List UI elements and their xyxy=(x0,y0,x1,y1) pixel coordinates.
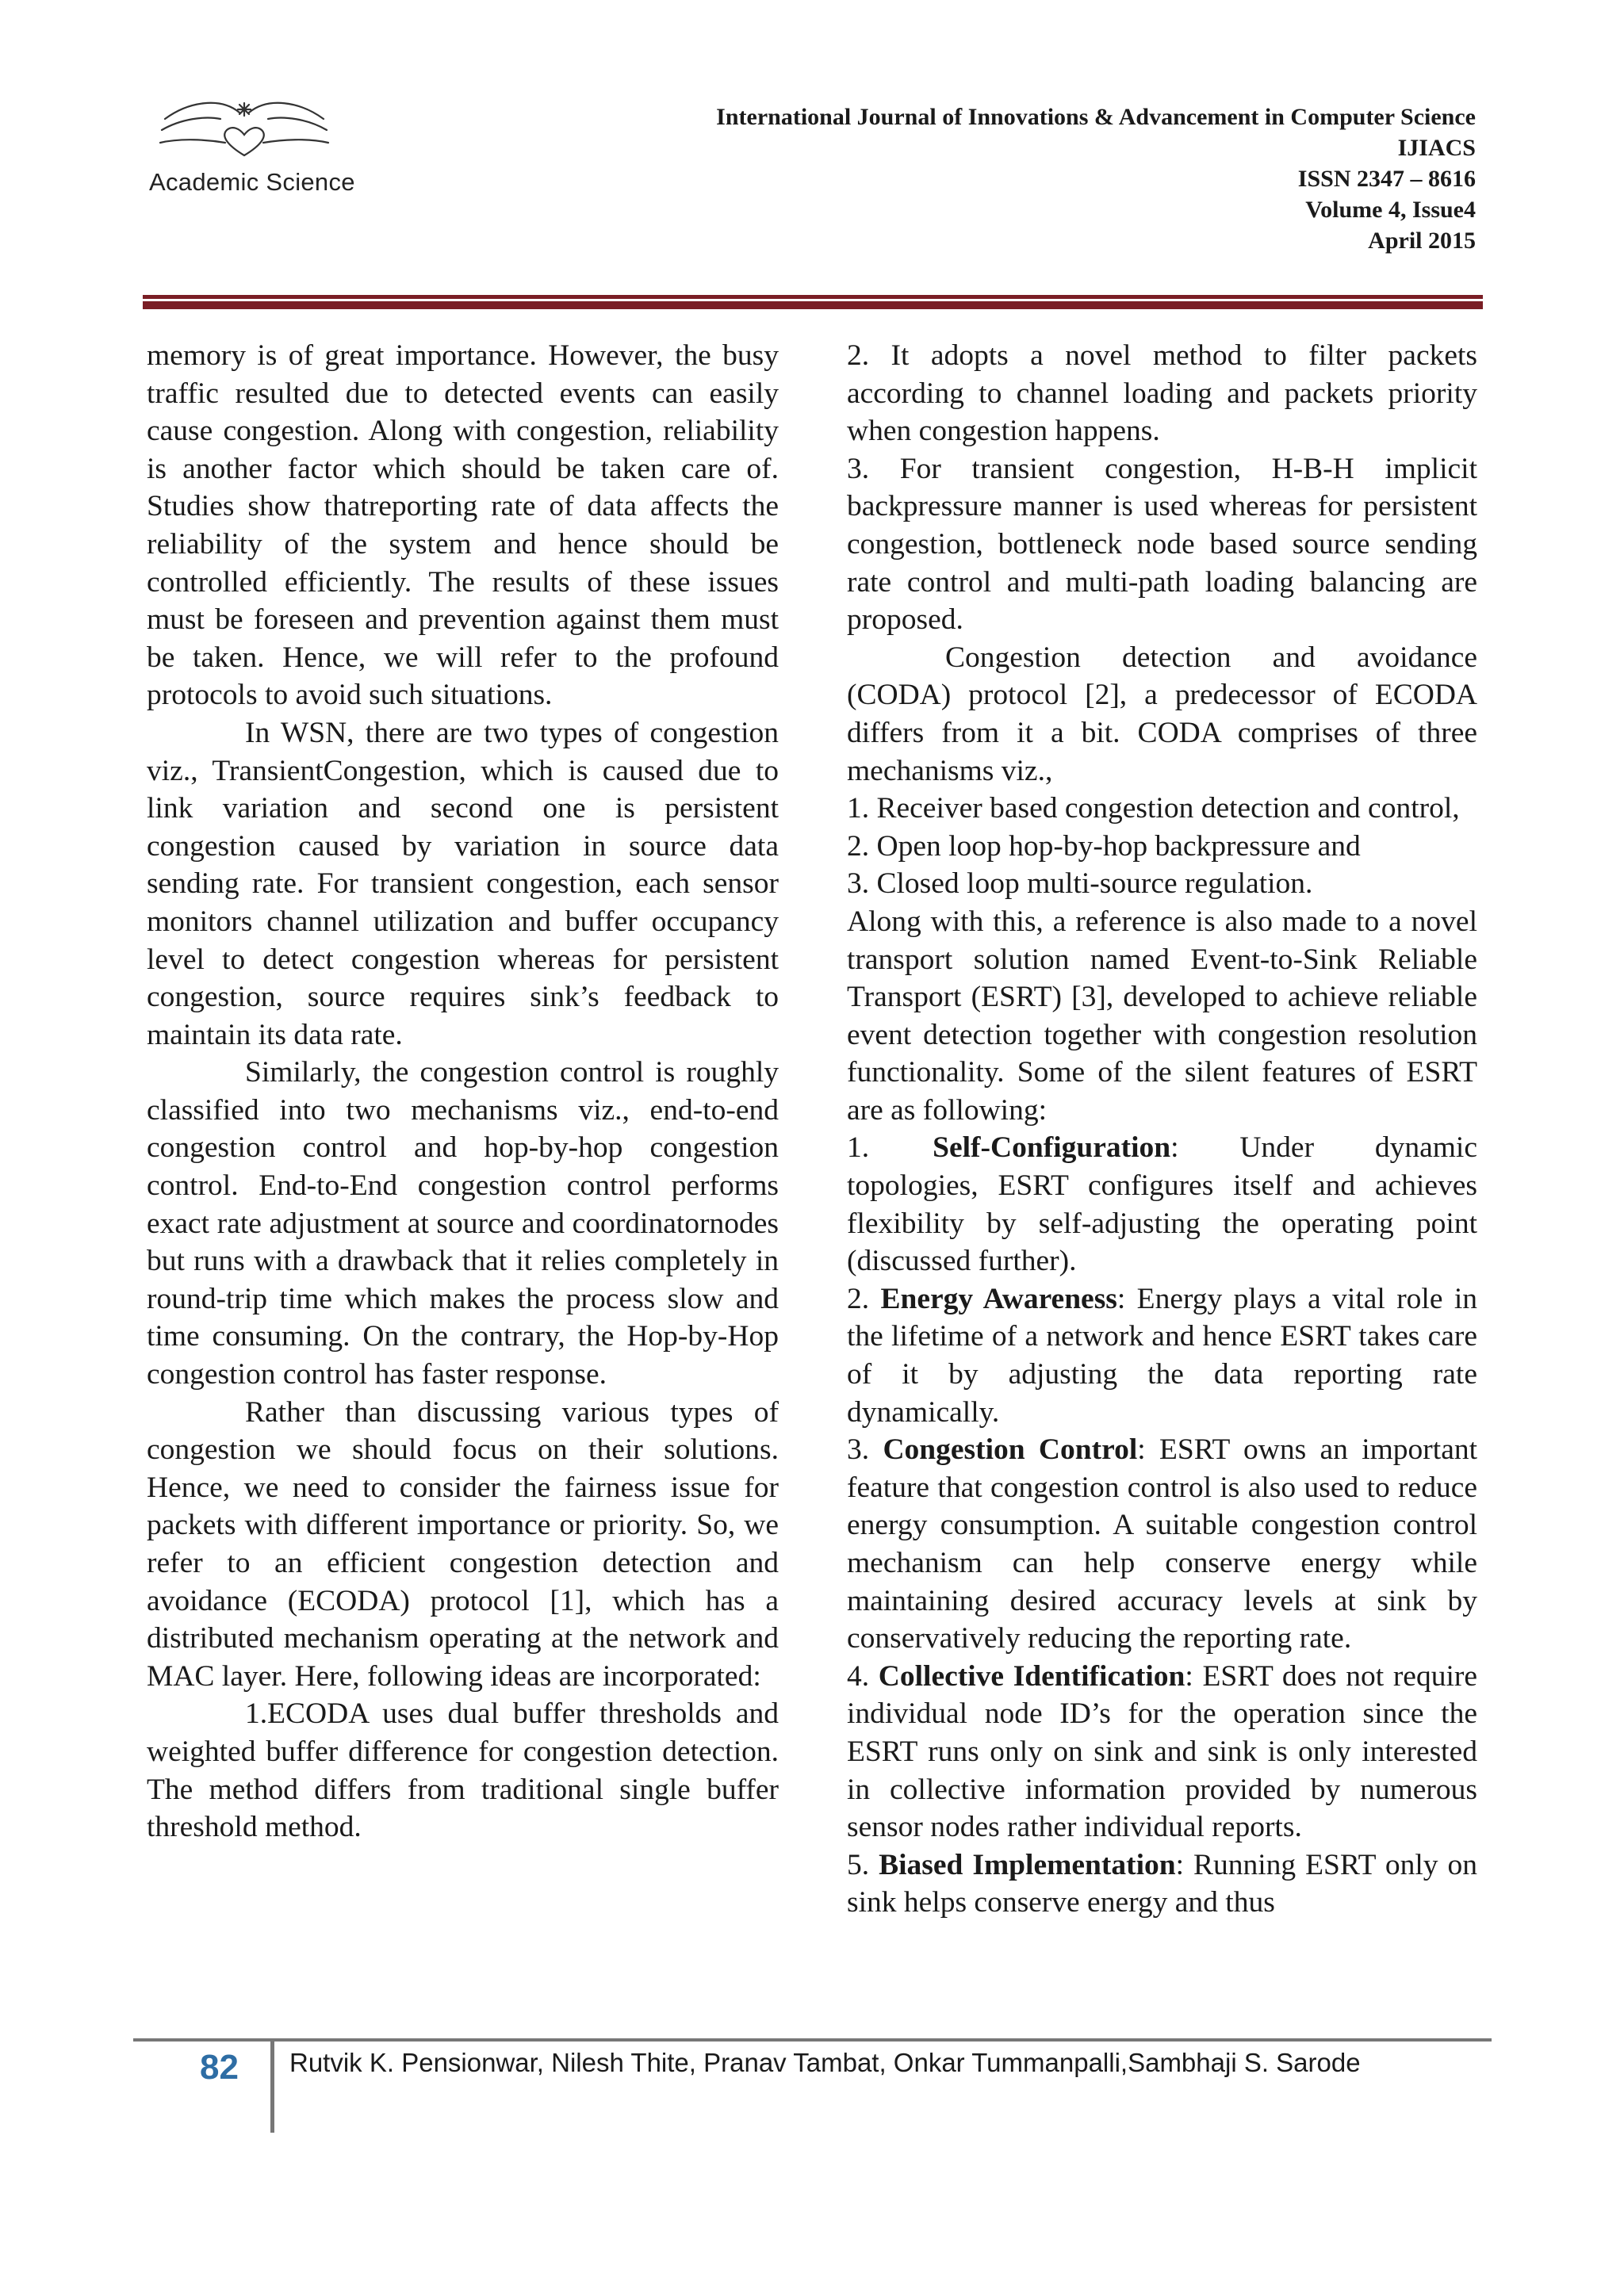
paragraph: Similarly, the congestion control is roughly classified into two mechanisms viz., end-to-end congestion control and hop-by-hop congestion control. End-to-End congestion control performs exact rate adjustment at source and coordinatornodes but runs with a drawback that it relies completely in round-trip time which makes the process slow and time consuming. On the contrary, the Hop-by-Hop congestion control has faster response. xyxy=(147,1056,779,1391)
paragraph: memory is of great importance. However, the busy traffic resulted due to detected events can easily cause congestion. Along with congestion, reliability is another factor which should be taken care of. Studies show thatreporting rate of data affects the reliability of the system and hence should be controlled efficiently. The results of these issues must be foreseen and prevention against them must be taken. Hence, we will refer to the profound protocols to avoid such situations. xyxy=(147,339,779,712)
feature-title: Biased Implementation xyxy=(879,1848,1176,1881)
feature-title: Self-Configuration xyxy=(933,1131,1171,1165)
list-item: 2. It adopts a novel method to filter packets according to channel loading and packets priority when congestion happens. xyxy=(847,339,1477,448)
journal-abbrev: IJIACS xyxy=(1397,135,1476,161)
journal-volume: Volume 4, Issue4 xyxy=(1305,197,1476,223)
list-item: 1. Receiver based congestion detection and control, xyxy=(847,792,1460,825)
header-divider-thin xyxy=(143,295,1483,299)
list-item: 2. Open loop hop-by-hop backpressure and xyxy=(847,829,1361,863)
paragraph: Congestion detection and avoidance (CODA) protocol [2], a predecessor of ECODA differs from it a bit. CODA comprises of three mechanisms viz., xyxy=(847,641,1477,787)
feature-title: Congestion Control xyxy=(883,1433,1138,1467)
right-column xyxy=(847,337,1477,1922)
feature-text: : Running ESRT only on sink helps conserve energy and thus xyxy=(847,1848,1477,1919)
feature-number: 5. xyxy=(847,1848,870,1881)
paragraph: Rather than discussing various types of congestion we should focus on their solutions. Hence, we need to consider the fairness issue for packets with different importance or priority. So, we refer to an efficient congestion detection and avoidance (ECODA) protocol [1], which has a distributed mechanism operating at the network and MAC layer. Here, following ideas are incorporated: xyxy=(147,1395,779,1693)
paragraph: 1.ECODA uses dual buffer thresholds and weighted buffer difference for congestion detection. The method differs from traditional single buffer threshold method. xyxy=(147,1697,779,1844)
feature-item xyxy=(847,1431,1477,1658)
feature-item xyxy=(847,1846,1477,1922)
journal-issn: ISSN 2347 – 8616 xyxy=(1297,166,1476,192)
feature-number: 1. xyxy=(847,1131,870,1165)
feature-number: 3. xyxy=(847,1433,870,1467)
feature-item xyxy=(847,1658,1477,1846)
feature-number: 4. xyxy=(847,1659,870,1693)
feature-title: Collective Identification xyxy=(878,1659,1185,1693)
feature-item xyxy=(847,1280,1477,1431)
paragraph: In WSN, there are two types of congestion viz., TransientCongestion, which is caused due to link variation and second one is persistent congestion caused by variation in source data sending rate. For transient congestion, each sensor monitors channel utilization and buffer occupancy level to detect congestion whereas for persistent congestion, source requires sink’s feedback to maintain its data rate. xyxy=(147,716,779,1051)
left-column xyxy=(147,337,779,1846)
feature-text: : ESRT owns an important feature that congestion control is also used to reduce energy consumption. A suitable congestion control mechanism can help conserve energy while maintaining desired accuracy levels at sink by conservatively reducing the reporting rate. xyxy=(847,1433,1478,1655)
feature-text: : ESRT does not require individual node ID’s for the operation since the ESRT runs only on sink and sink is only interested in collective information provided by numerous sensor nodes rather individual reports. xyxy=(847,1659,1477,1844)
list-item: 3. For transient congestion, H-B-H implicit backpressure manner is used whereas for persistent congestion, bottleneck node based source sending rate control and multi-path loading balancing are proposed. xyxy=(847,452,1477,637)
journal-name: International Journal of Innovations & Advancement in Computer Science xyxy=(716,104,1476,130)
paragraph: Along with this, a reference is also made to a novel transport solution named Event-to-Sink Reliable Transport (ESRT) [3], developed to achieve reliable event detection together with congestion resolution functionality. Some of the silent features of ESRT are as following: xyxy=(847,905,1477,1127)
journal-date: April 2015 xyxy=(1368,228,1476,254)
feature-title: Energy Awareness xyxy=(880,1282,1117,1315)
feature-item xyxy=(847,1129,1477,1280)
footer-divider xyxy=(133,2038,1492,2042)
publisher-logo xyxy=(143,95,381,206)
feature-text: : Under dynamic topologies, ESRT configures itself and achieves flexibility by self-adjusting the operating point (discussed further). xyxy=(847,1131,1477,1278)
footer-vertical-bar xyxy=(270,2040,274,2133)
page-number: 82 xyxy=(200,2048,239,2087)
list-item: 3. Closed loop multi-source regulation. xyxy=(847,867,1313,901)
feature-text: : Energy plays a vital role in the lifetime of a network and hence ESRT takes care of it by adjusting the data reporting rate dynamically. xyxy=(847,1282,1478,1429)
journal-info xyxy=(716,101,1476,256)
publisher-name: Academic Science xyxy=(149,168,355,196)
feature-number: 2. xyxy=(847,1282,870,1315)
hands-heart-logo-icon xyxy=(157,95,331,166)
header-divider-thick xyxy=(143,301,1483,309)
footer-authors: Rutvik K. Pensionwar, Nilesh Thite, Pranav Tambat, Onkar Tummanpalli,Sambhaji S. Sarode xyxy=(289,2048,1361,2077)
